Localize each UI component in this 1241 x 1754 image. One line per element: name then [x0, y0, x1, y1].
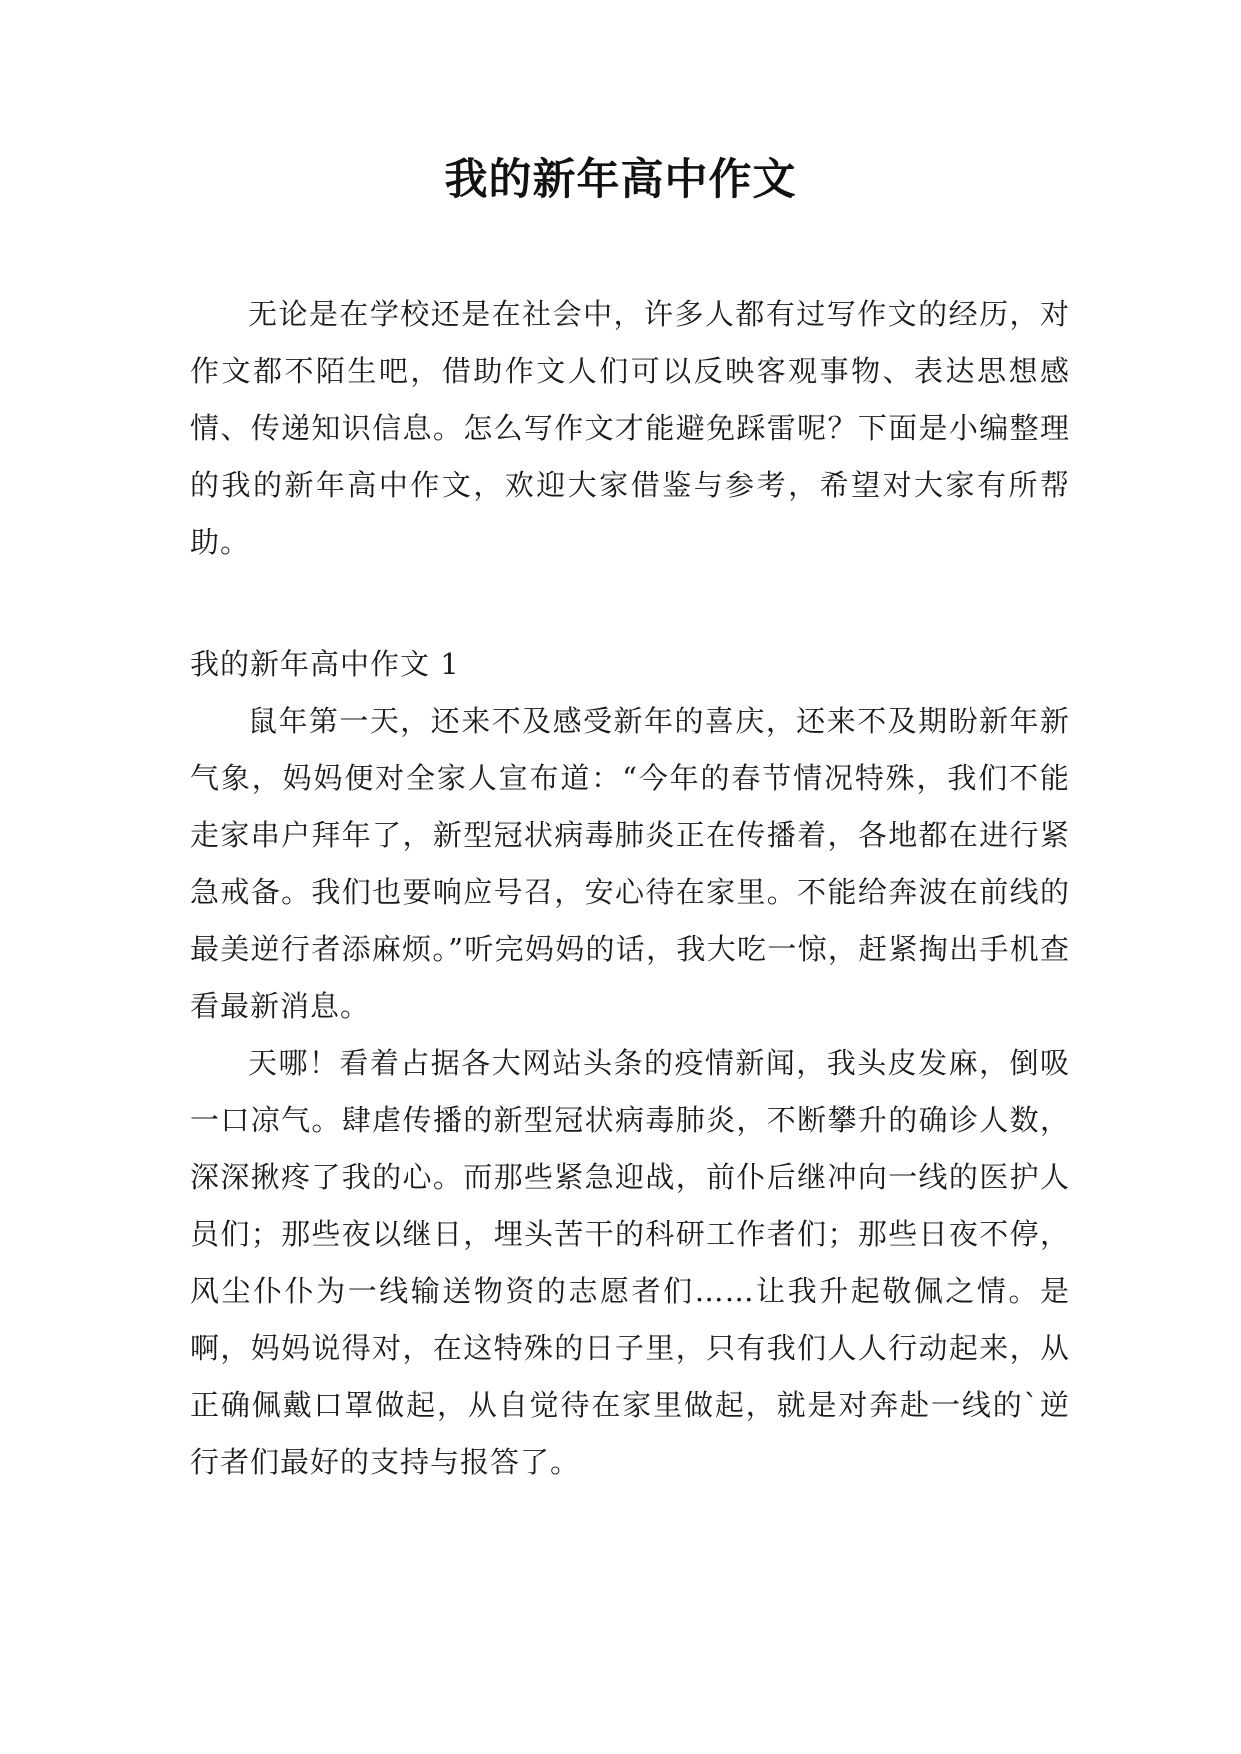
essay-paragraph-1: 鼠年第一天，还来不及感受新年的喜庆，还来不及期盼新年新气象，妈妈便对全家人宣布道：“今年的春节情况特殊，我们不能走家串户拜年了，新型冠状病毒肺炎正在传播着，各地都在进行紧急戒备。我们也要响应号召，安心待在家里。不能给奔波在前线的最美逆行者添麻烦。”听完妈妈的话，我大吃一惊，赶紧掏出手机查看最新消息。	[190, 704, 1070, 1023]
essay-section	[190, 636, 1070, 1491]
section-heading: 我的新年高中作文 1	[190, 647, 460, 681]
essay-paragraph-2: 天哪！看着占据各大网站头条的疫情新闻，我头皮发麻，倒吸一口凉气。肆虐传播的新型冠状病毒肺炎，不断攀升的确诊人数，深深揪疼了我的心。而那些紧急迎战，前仆后继冲向一线的医护人员们；那些夜以继日，埋头苦干的科研工作者们；那些日夜不停，风尘仆仆为一线输送物资的志愿者们……让我升起敬佩之情。是啊，妈妈说得对，在这特殊的日子里，只有我们人人行动起来，从正确佩戴口罩做起，从自觉待在家里做起，就是对奔赴一线的`逆行者们最好的支持与报答了。	[190, 1046, 1070, 1479]
intro-section	[190, 286, 1070, 571]
document-title: 我的新年高中作文	[444, 155, 797, 205]
intro-paragraph: 无论是在学校还是在社会中，许多人都有过写作文的经历，对作文都不陌生吧，借助作文人们可以反映客观事物、表达思想感情、传递知识信息。怎么写作文才能避免踩雷呢？下面是小编整理的我的新年高中作文，欢迎大家借鉴与参考，希望对大家有所帮助。	[190, 297, 1070, 559]
